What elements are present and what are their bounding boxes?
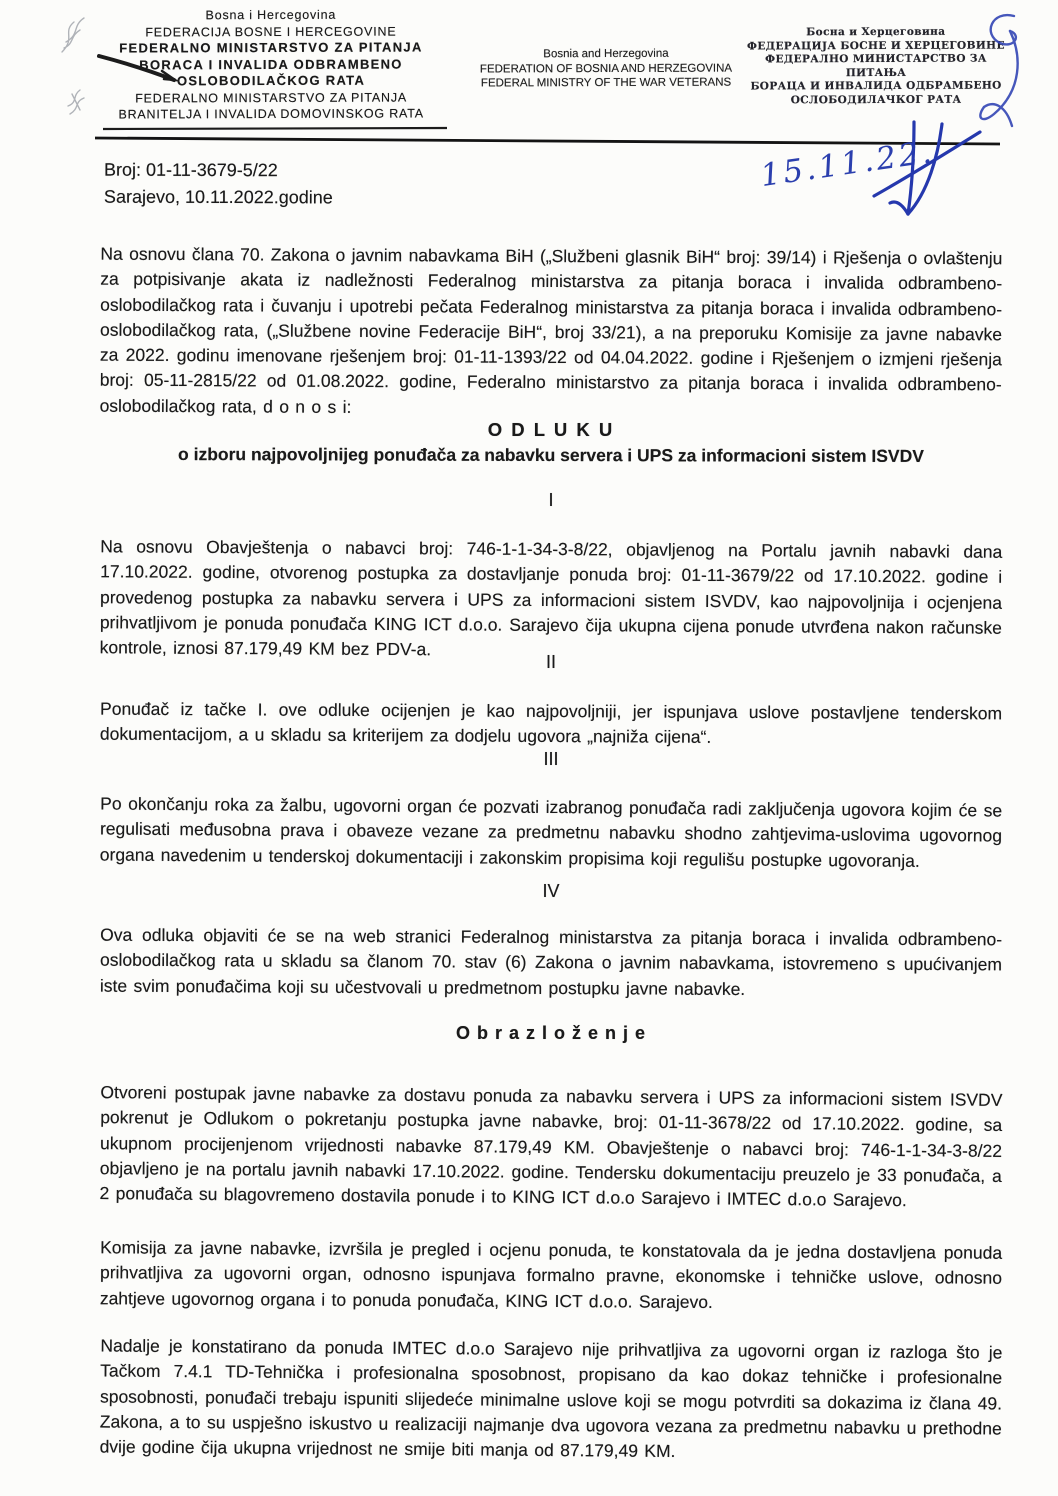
header-line: Bosnia and Herzegovina (543, 47, 669, 61)
section-numeral: IV (542, 881, 560, 901)
header-line: FEDERACIJA BOSNE I HERCEGOVINE (145, 24, 397, 39)
document-number: Broj: 01-11-3679-5/22 (104, 159, 278, 181)
section-paragraph: Po okončanju roka za žalbu, ugovorni organ će pozvati izabranog ponuđača radi zaključenja ugovora kojim će se regulisati međusobna prava i obaveze vezane za predmetnu nabavku shodno zahtjevima-uslovima ugovornog organa navedenim u tenderskoj dokumentaciji i zakonskim propisima koji regulišu postupke ugovoranja. (99, 792, 1003, 870)
header-english-block (452, 46, 760, 91)
header-line: FEDERAL MINISTRY OF THE WAR VETERANS (480, 76, 732, 90)
header-line: ФЕДЕРАЛНО МИНИСТАРСТВО ЗА ПИТАЊА (765, 52, 987, 79)
header-line: БОРАЦА И ИНВАЛИДА ОДБРАМБЕНО (750, 79, 1002, 93)
header-line: OSLOBODILAČKOG RATA (176, 72, 366, 89)
header-line: BORACA I INVALIDA ODBRAMBENO (139, 56, 403, 72)
signature-paraph-icon (866, 116, 984, 224)
section-numeral: II (545, 652, 556, 672)
header-bosnian-block (88, 6, 454, 123)
section-paragraph: Ponuđač iz tačke I. ove odluke ocijenjen je kao najpovoljniji, jer ispunjava uslove postavljene tenderskom dokumentacijom, a u skladu sa kriterijem za dodjelu ugovora „najniža cijena“. (99, 698, 1003, 747)
section-numeral: III (543, 749, 559, 769)
header-line: BRANITELJA I INVALIDA DOMOVINSKOG RATA (118, 106, 424, 122)
explanation-paragraph: Nadalje je konstatirano da ponuda IMTEC d.o.o Sarajevo nije prihvatljiva za ugovorni organ iz razloga što je Tačkom 7.4.1 TD-Tehnička i profesionalna sposobnost, propisano da kao dokaz tehničke i profesionalne sposobnosti, ponuđači trebaju ispuniti slijedeće minimalne uslove koji se mogu potvrditi sa dokazima iz člana 49. Zakona, a to su uspješno iskustvo u realizaciji najmanje dva ugovora vezana za predmetnu nabavku u prethodne dvije godine čija ukupna vrijednost ne smije biti manja od 87.179,49 KM. (99, 1334, 1003, 1461)
document-meta (104, 157, 333, 212)
explanation-paragraph: Komisija za javne nabavke, izvršila je pregled i ocjenu ponuda, te konstatovala da je jedna dostavljena ponuda prihvatljiva za ugovorni organ, odnosno ispunjava formalno pravne, ekonomske i tehničke uslove, odnosno zahtjeve ugovornog organa i to ponuda ponuđača, KING ICT d.o.o. Sarajevo. (99, 1236, 1003, 1312)
intro-paragraph: Na osnovu člana 70. Zakona o javnim nabavkama BiH („Službeni glasnik BiH“ broj: 39/14) i Rješenja o ovlaštenju za potpisivanje akata iz nadležnosti Federalnog ministarstva za pitanja boraca i invalida odbrambeno-oslobodilačkog rata i čuvanju i upotrebi pečata Federalnog ministarstva za pitanja boraca i invalida odbrambeno-oslobodilačkog rata, („Službene novine Federacije BiH“, broj 33/21), a na preporuku Komisije za javne nabavke za 2022. godinu imenovane rješenjem broj: 01-11-1393/22 od 04.04.2022. godine i Rješenjem o izmjeni rješenja broj: 05-11-2815/22 od 01.08.2022. godine, Federalno ministarstvo za pitanja boraca i invalida odbrambeno-oslobodilačkog rata, d o n o s i: (99, 243, 1003, 417)
header-line: ОСЛОБОДИЛАЧКОГ РАТА (790, 93, 962, 106)
handwritten-date: 15.11.22. (758, 134, 937, 194)
header-line: Bosna i Hercegovina (205, 7, 337, 23)
document-place-date: Sarajevo, 10.11.2022.godine (103, 186, 333, 208)
header-line: FEDERALNO MINISTARSTVO ZA PITANJA (119, 39, 423, 56)
explanation-title: O b r a z l o ž e n j e (455, 1023, 647, 1043)
header-line: FEDERALNO MINISTARSTVO ZA PITANJA (135, 90, 408, 105)
section-paragraph: Ova odluka objaviti će se na web stranici Federalnog ministarstva za pitanja boraca i invalida odbrambeno-oslobodilačkog rata u skladu sa članom 70. stav (6) Zakona o javnim nabavkama, istovremeno s upućivanjem iste svim ponuđačima koji su učestvovali u predmetnom postupku javne nabavke. (99, 924, 1003, 999)
header-line: Босна и Херцеговина (806, 25, 946, 39)
decision-title: O D L U K U (487, 419, 615, 440)
section-paragraph: Na osnovu Obavještenja o nabavci broj: 746-1-1-34-3-8/22, objavljenog na Portalu javnih nabavki dana 17.10.2022. godine, otvorenog postupka za dostavljanje ponuda broj: 01-11-3679/22 od 17.10.2022. godine i provedenog postupka za nabavku servera i UPS za informacioni sistem ISVDV, kao najpovoljnija i ocjenjena prihvatljivom je ponuda ponuđača KING ICT d.o.o. Sarajevo čija ukupna cijena ponude utvrđena nakon računske kontrole, iznosi 87.179,49 KM bez PDV-a. (99, 535, 1003, 659)
header-line: FEDERATION OF BOSNIA AND HERZEGOVINA (479, 62, 733, 75)
section-numeral: I (548, 490, 554, 510)
explanation-paragraph: Otvoreni postupak javne nabavke za dostavu ponuda za nabavku servera i UPS za informacioni sistem ISVDV pokrenut je Odlukom o pokretanju postupka javne nabavke, broj: 01-11-3678/22 od 17.10.2022. godine, sa ukupnom procijenjenom vrijednosti nabavke 87.179,49 KM. Obavještenje o nabavci broj: 746-1-1-34-3-8/22 objavljeno je na portalu javnih nabavki 17.10.2022. godine. Tendersku dokumentaciju preuzelo je 33 ponuđača, a 2 ponuđača su blagovremeno dostavila ponude i to KING ICT d.o.o Sarajevo i IMTEC d.o.o Sarajevo. (99, 1081, 1003, 1210)
header-line: ФЕДЕРАЦИЈА БОСНЕ И ХЕРЦЕГОВИНЕ (746, 39, 1005, 52)
decision-subtitle: o izboru najpovoljnijeg ponuđača za nabavku servera i UPS za informacioni sistem ISVDV (178, 444, 924, 466)
